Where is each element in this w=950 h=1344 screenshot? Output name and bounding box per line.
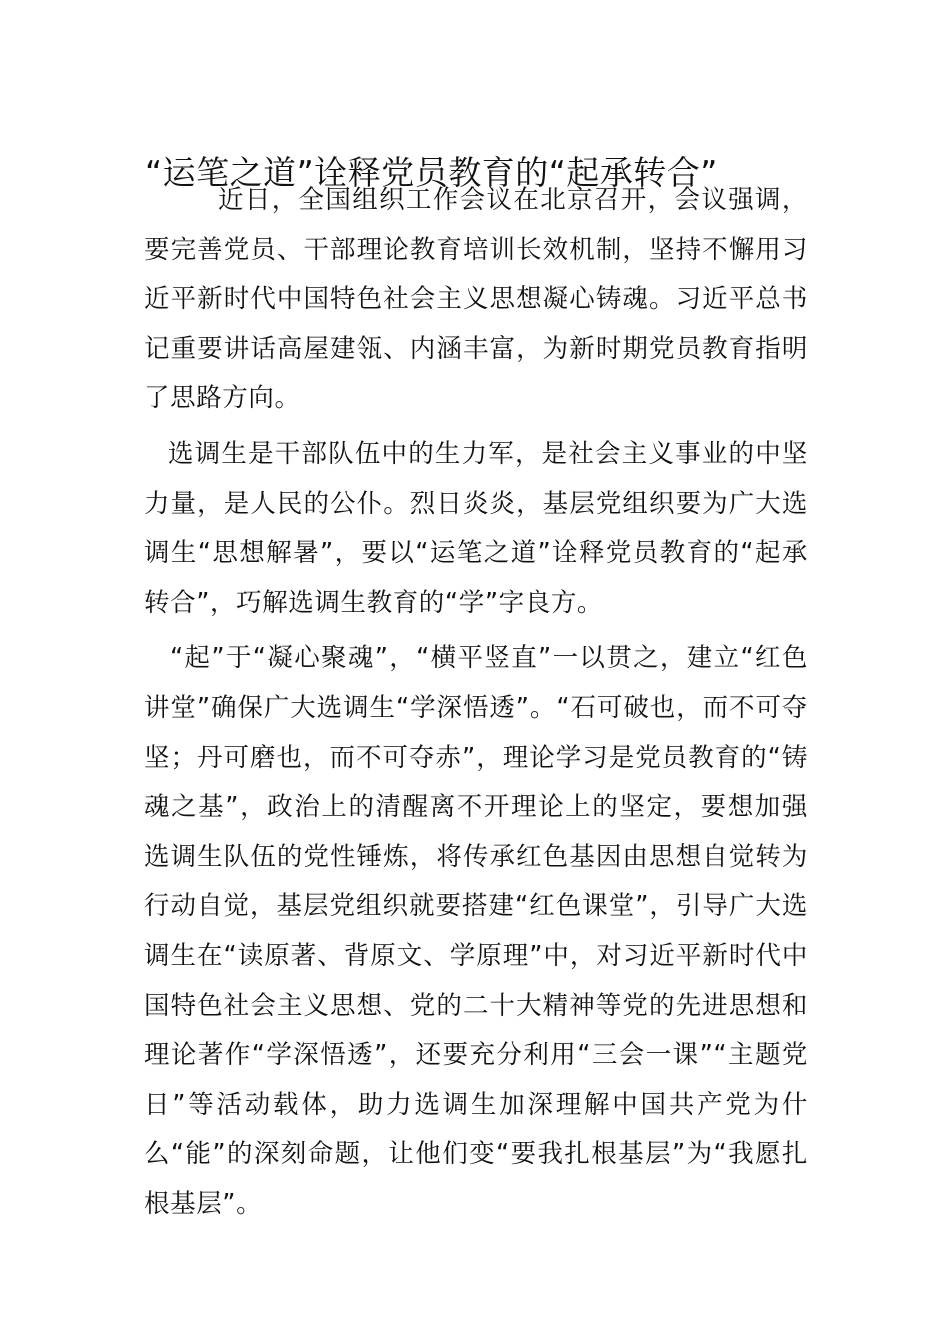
paragraph-intro: 近日，全国组织工作会议在北京召开，会议强调，要完善党员、干部理论教育培训长效机制，坚持不懈用习近平新时代中国特色社会主义思想凝心铸魂。习近平总书记重要讲话高屋建瓴、内涵丰富，为新时期党员教育指明了思路方向。: [144, 185, 808, 414]
paragraph-context: 选调生是干部队伍中的生力军，是社会主义事业的中坚力量，是人民的公仆。烈日炎炎，基层党组织要为广大选调生“思想解暑”，要以“运笔之道”诠释党员教育的“起承转合”，巧解选调生教育的“学”字良方。: [144, 438, 808, 618]
document-title: “运笔之道”诠释党员教育的“起承转合”: [145, 153, 718, 193]
document-body: [144, 176, 808, 1229]
paragraph-qi: “起”于“凝心聚魂”，“横平竖直”一以贯之，建立“红色讲堂”确保广大选调生“学深悟透”。“石可破也，而不可夺坚；丹可磨也，而不可夺赤”，理论学习是党员教育的“铸魂之基”，政治上的清醒离不开理论上的坚定，要想加强选调生队伍的党性锤炼，将传承红色基因由思想自觉转为行动自觉，基层党组织就要搭建“红色课堂”，引导广大选调生在“读原著、背原文、学原理”中，对习近平新时代中国特色社会主义思想、党的二十大精神等党的先进思想和理论著作“学深悟透”，还要充分利用“三会一课”“主题党日”等活动载体，助力选调生加深理解中国共产党为什么“能”的深刻命题，让他们变“要我扎根基层”为“我愿扎根基层”。: [144, 643, 808, 1219]
